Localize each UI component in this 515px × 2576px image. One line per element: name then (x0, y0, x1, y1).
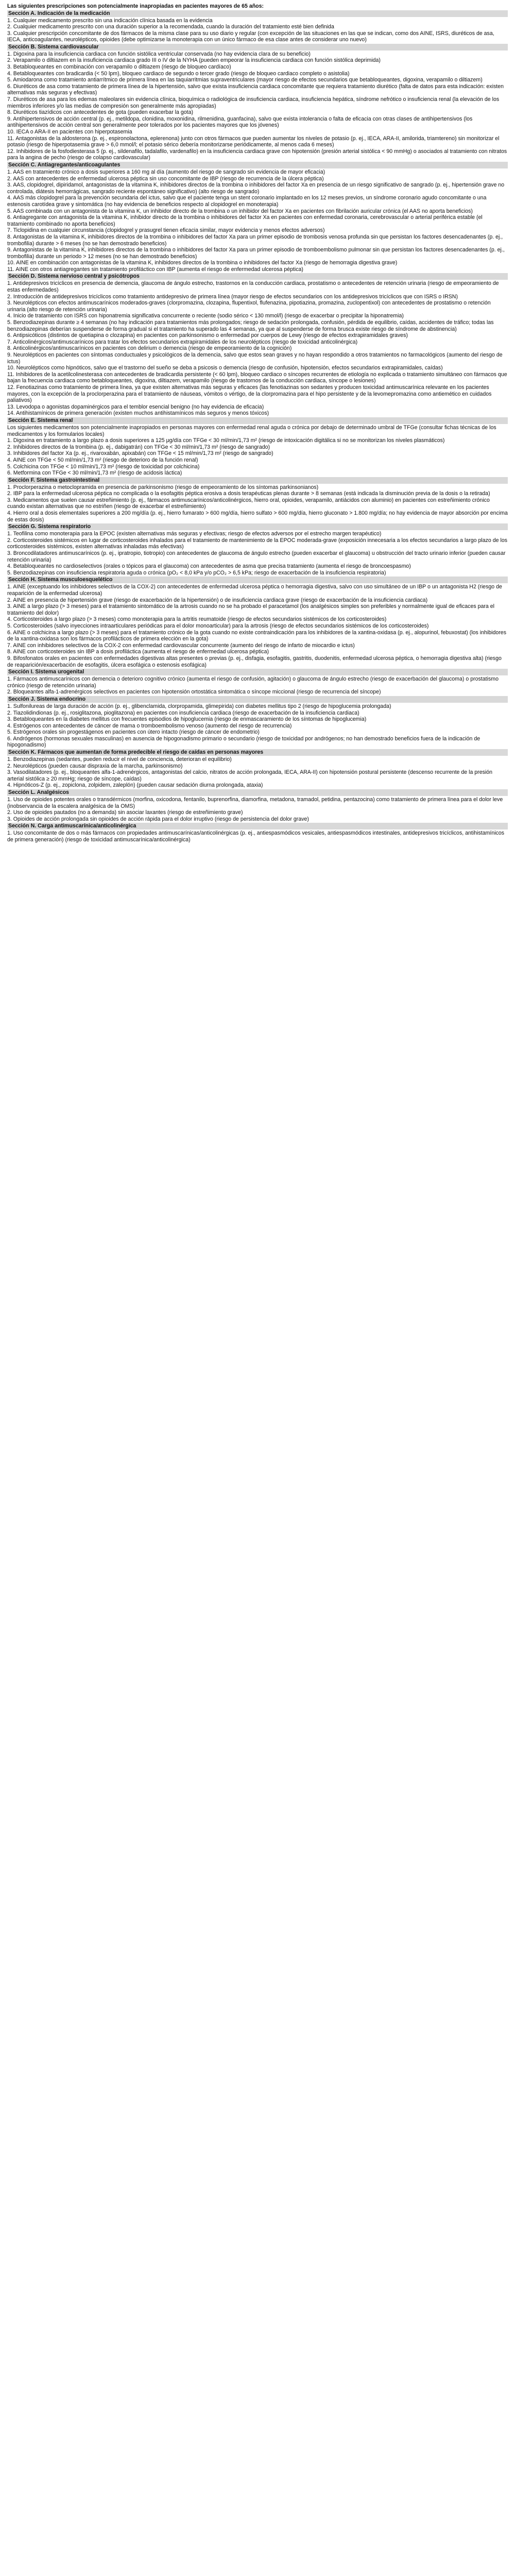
criterion-item: 9. Bifosfonatos orales en pacientes con enfermedades digestivas altas presentes o previas (p. ej., disfagia, esofagitis, gastritis, duodenitis, enfermedad ulcerosa péptica, o hemorragia digestiva alta) (riesgo de reaparición/exacerbación de esofagitis, úlcera esofágica o estenosis esofágica) (7, 655, 502, 668)
criterion-item: 9. Antagonistas de la vitamina K, inhibidores directos de la trombina o inhibidores del factor Xa para un primer episodio de tromboembolismo pulmonar sin que persistan los factores desencadenantes (p. ej., trombofilia) durante un periodo > 12 meses (no se han demostrado beneficios) (7, 247, 505, 260)
section (7, 749, 508, 789)
criterion-item: 1. AINE (exceptuando los inhibidores selectivos de la COX-2) con antecedentes de enfermedad ulcerosa péptica o hemorragia digestiva, salvo con uso simultáneo de un IBP o un antagonista H2 (riesgo de reaparición de la enfermedad ulcerosa) (7, 584, 502, 597)
criterion-item: 1. Antidepresivos tricíclicos en presencia de demencia, glaucoma de ángulo estrecho, trastornos en la conducción cardiaca, prostatismo o antecedentes de retención urinaria (riesgo de empeoramiento de estas enfermedades) (7, 280, 499, 294)
section (7, 477, 508, 523)
criterion-item: 3. Neurolépticos con efectos antimuscarínicos moderados-graves (clorpromazina, clozapina, flupentixol, flufenazina, pipotiazina, promazina, zuclopentixol) con antecedentes de prostatismo o retención urinaria (alto riesgo de retención urinaria) (7, 300, 491, 313)
criterion-item: 4. Betabloqueantes no cardioselectivos (orales o tópicos para el glaucoma) con antecedentes de asma que precisa tratamiento (aumenta el riesgo de broncoespasmo) (7, 563, 411, 570)
criterion-item: 9. Antihipertensivos de acción central (p. ej., metildopa, clonidina, moxonidina, rilmenidina, guanfacina), salvo que exista intolerancia o falta de eficacia con otras clases de antihipertensivos (los antihipertensivos de acción central son generalmente peor tolerados por los pacientes mayores que los jóvenes) (7, 115, 473, 129)
criterion-item: 8. Anticolinérgicos/antimuscarínicos en pacientes con delirium o demencia (riesgo de empeoramiento de la cognición) (7, 345, 292, 352)
criterion-item: 4. Estrógenos con antecedentes de cáncer de mama o tromboembolismo venoso (aumento del riesgo de recurrencia) (7, 722, 292, 729)
criterion-item: 3. Medicamentos que suelen causar estreñimiento (p. ej., fármacos antimuscarínicos/anticolinérgicos, hierro oral, opioides, verapamilo, antiácidos con aluminio) en pacientes con estreñimiento crónico cuando existan alternativas que no estriñen (riesgo de exacerbar el estreñimiento) (7, 497, 490, 510)
criterion-item: 2. AAS con antecedentes de enfermedad ulcerosa péptica sin uso concomitante de IBP (riesgo de recurrencia de la úlcera péptica) (7, 175, 324, 182)
criterion-item: 1. Digoxina en tratamiento a largo plazo a dosis superiores a 125 μg/día con TFGe < 30 ml/min/1,73 m² (riesgo de intoxicación digitálica si no se monitorizan los niveles plasmáticos) (7, 437, 445, 444)
criterion-item: 1. Digoxina para la insuficiencia cardiaca con función sistólica ventricular conservada (no hay evidencia clara de su beneficio) (7, 50, 311, 57)
section (7, 273, 508, 416)
criterion-item: 7. Anticolinérgicos/antimuscarínicos para tratar los efectos secundarios extrapiramidales de los neurolépticos (riesgo de toxicidad anticolinérgica) (7, 338, 358, 345)
criterion-item: 5. Colchicina con TFGe < 10 ml/min/1,73 m² (riesgo de toxicidad por colchicina) (7, 463, 200, 470)
section-title: Sección L. Analgésicos (7, 789, 508, 796)
criterion-item: 3. Opioides de acción prolongada sin opioides de acción rápida para el dolor irruptivo (riesgo de persistencia del dolor grave) (7, 816, 309, 822)
criterion-item: 3. AAS, clopidogrel, dipiridamol, antagonistas de la vitamina K, inhibidores directos de la trombina o inhibidores del factor Xa en presencia de un riesgo significativo de sangrado (p. ej., hipertensión grave no controlada, diátesis hemorrágicas, sangrado reciente espontáneo significativo) (alto riesgo de sangrado) (7, 182, 505, 195)
criterion-item: 1. Benzodiazepinas (sedantes, pueden reducir el nivel de conciencia, deterioran el equilibrio) (7, 756, 232, 763)
criterion-item: 1. Uso concomitante de dos o más fármacos con propiedades antimuscarínicas/anticolinérgicas (p. ej., antiespasmódicos vesicales, antiespasmódicos intestinales, antidepresivos tricíclicos, antihistamínicos de primera generación) (riesgo de toxicidad antimuscarínica/anticolinérgica) (7, 830, 505, 843)
criterion-item: 10. IECA o ARA-II en pacientes con hiperpotasemia (7, 129, 132, 135)
criterion-item: 5. Estrógenos orales sin progestágenos en pacientes con útero intacto (riesgo de cáncer de endometrio) (7, 729, 260, 736)
criterion-item: 2. Verapamilo o diltiazem en la insuficiencia cardiaca grado III o IV de la NYHA (pueden empeorar la insuficiencia cardiaca con función sistólica deprimida) (7, 57, 381, 64)
criterion-item: 4. Hierro oral a dosis elementales superiores a 200 mg/día (p. ej., hierro fumarato > 600 mg/día, hierro sulfato > 600 mg/día, hierro gluconato > 1.800 mg/día; no hay evidencia de mayor absorción por encima de estas dosis) (7, 510, 508, 523)
section-title: Sección F. Sistema gastrointestinal (7, 477, 508, 484)
criterion-item: 2. Inhibidores directos de la trombina (p. ej., dabigatrán) con TFGe < 30 ml/min/1,73 m² (riesgo de sangrado) (7, 444, 270, 450)
section-title: Sección H. Sistema musculoesquelético (7, 577, 508, 583)
criterion-item: 14. Antihistamínicos de primera generación (existen muchos antihistamínicos más seguros y menos tóxicos) (7, 410, 269, 417)
criterion-item: 3. Betabloqueantes en combinación con verapamilo o diltiazem (riesgo de bloqueo cardíaco) (7, 64, 231, 71)
section-title: Sección I. Sistema urogenital (7, 669, 508, 675)
criterion-item: 2. Neurolépticos (pueden causar dispraxia de la marcha, parkinsonismo) (7, 762, 183, 769)
sections-container (7, 10, 508, 843)
section-title: Sección K. Fármacos que aumentan de forma predecible el riesgo de caídas en personas mayores (7, 749, 508, 756)
section-title: Sección J. Sistema endocrino (7, 696, 508, 703)
criterion-item: 11. AINE con otros antiagregantes sin tratamiento profiláctico con IBP (aumenta el riesgo de enfermedad ulcerosa péptica) (7, 266, 303, 273)
criterion-item: 5. Amiodarona como tratamiento antiarrítmico de primera línea en las taquiarritmias supraventriculares (mayor riesgo de efectos secundarios que betabloqueantes, digoxina, verapamilo o diltiazem) (7, 77, 483, 83)
section (7, 789, 508, 822)
criterion-item: 1. Teofilina como monoterapia para la EPOC (existen alternativas más seguras y efectivas; riesgo de efectos adversos por el estrecho margen terapéutico) (7, 531, 382, 537)
criterion-item: 7. Diuréticos de asa para los edemas maleolares sin evidencia clínica, bioquímica o radiológica de insuficiencia cardiaca, insuficiencia hepática, síndrome nefrótico o insuficiencia renal (la elevación de los miembros inferiores y/o las medias de compresión son generalmente más apropiadas) (7, 96, 500, 109)
criterion-item: 3. Vasodilatadores (p. ej., bloqueantes alfa-1-adrenérgicos, antagonistas del calcio, nitratos de acción prolongada, IECA, ARA-II) con hipotensión postural persistente (descenso recurrente de la presión arterial sistólica ≥ 20 mmHg; riesgo de síncope, caídas) (7, 769, 493, 782)
criterion-item: 12. Fenotiazinas como tratamiento de primera línea, ya que existen alternativas más seguras y eficaces (las fenotiazinas son sedantes y producen toxicidad antimuscarínica relevante en los pacientes mayores, con la excepción de la proclorperazina para el tratamiento de náuseas, vómitos o vértigo, de la clorpromazina para el hipo persistente y de la levomepromazina como antiemético en cuidados paliativos) (7, 384, 492, 404)
criterion-item: 3. Inhibidores del factor Xa (p. ej., rivaroxabán, apixabán) con TFGe < 15 ml/min/1,73 m² (riesgo de sangrado) (7, 450, 273, 457)
criterion-item: 13. Levodopa o agonistas dopaminérgicos para el temblor esencial benigno (no hay evidencia de eficacia) (7, 403, 264, 410)
criterion-item: 6. Antiagregante con antagonista de la vitamina K, inhibidor directo de la trombina o inhibidores del factor Xa en pacientes con enfermedad coronaria, cerebrovascular o arterial periférica estable (el tratamiento combinado no aporta beneficios) (7, 214, 483, 227)
section (7, 10, 508, 43)
criterion-item: 2. IBP para la enfermedad ulcerosa péptica no complicada o la esofagitis péptica erosiva a dosis terapéuticas plenas durante > 8 semanas (está indicada la disminución previa de la dosis o la retirada) (7, 490, 490, 497)
criterion-item: 6. AINE o colchicina a largo plazo (> 3 meses) para el tratamiento crónico de la gota cuando no existe contraindicación para los inhibidores de la xantina-oxidasa (p. ej., alopurinol, febuxostat) (los inhibidores de la xantina-oxidasa son los fármacos profilácticos de primera elección en la gota) (7, 629, 506, 642)
section-title: Sección A. Indicación de la medicación (7, 10, 508, 17)
section-title: Sección D. Sistema nervioso central y psicótropos (7, 273, 508, 280)
criterion-item: 10. AINE en combinación con antagonistas de la vitamina K, inhibidores directos de la trombina o inhibidores del factor Xa (riesgo de hemorragia digestiva grave) (7, 260, 398, 266)
criterion-item: 3. Betabloqueantes en la diabetes mellitus con frecuentes episodios de hipoglucemia (riesgo de enmascaramiento de los síntomas de hipoglucemia) (7, 716, 367, 723)
criterion-item: Los siguientes medicamentos son potencialmente inapropiados en personas mayores con enfermedad renal aguda o crónica por debajo de determinado umbral de TFGe (consultar fichas técnicas de los medicamentos y los formularios locales) (7, 424, 496, 437)
document-intro: Las siguientes prescripciones son potencialmente inapropiadas en pacientes mayores de 65 años: (7, 3, 264, 9)
criterion-item: 12. Inhibidores de la fosfodiesterasa 5 (p. ej., sildenafilo, tadalafilo, vardenafilo) en la insuficiencia cardiaca grave con hipotensión (presión arterial sistólica < 90 mmHg) o asociados al tratamiento con nitratos para la angina de pecho (riesgo de colapso cardiovascular) (7, 148, 507, 161)
criterion-item: 4. Hipnóticos-Z (p. ej., zopiclona, zolpidem, zaleplón) (pueden causar sedación diurna prolongada, ataxia) (7, 782, 263, 789)
criterion-item: 2. Corticosteroides sistémicos en lugar de corticosteroides inhalados para el tratamiento de mantenimiento de la EPOC moderada-grave (exposición innecesaria a los efectos secundarios a largo plazo de los corticosteroides sistémicos, existen alternativas inhaladas más efectivas) (7, 537, 508, 550)
criterion-item: 7. Ticlopidina en cualquier circunstancia (clopidogrel y prasugrel tienen eficacia similar, mayor evidencia y menos efectos adversos) (7, 227, 325, 234)
criterion-item: 6. Andrógenos (hormonas sexuales masculinas) en ausencia de hipogonadismo primario o secundario (riesgo de toxicidad por andrógenos; no han demostrado beneficios fuera de la indicación de hipogonadismo) (7, 735, 480, 749)
criterion-item: 9. Neurolépticos en pacientes con síntomas conductuales y psicológicos de la demencia, salvo que estos sean graves y no hayan respondido a otros tratamientos no farmacológicos (aumento del riesgo de ictus) (7, 352, 503, 365)
section (7, 696, 508, 749)
criterion-item: 2. Tiazolidindionas (p. ej., rosiglitazona, pioglitazona) en pacientes con insuficiencia cardiaca (riesgo de exacerbación de la insuficiencia cardiaca) (7, 709, 359, 716)
criterion-item: 3. Broncodilatadores antimuscarínicos (p. ej., ipratropio, tiotropio) con antecedentes de glaucoma de ángulo estrecho (pueden exacerbar el glaucoma) u obstrucción del tracto urinario inferior (pueden causar retención urinaria) (7, 550, 506, 563)
criterion-item: 1. AAS en tratamiento crónico a dosis superiores a 160 mg al día (aumento del riesgo de sangrado sin evidencia de mayor eficacia) (7, 168, 325, 175)
section-title: Sección E. Sistema renal (7, 417, 508, 424)
section (7, 417, 508, 477)
criterion-item: 8. AINE con corticosteroides sin IBP a dosis profiláctica (aumenta el riesgo de enfermedad ulcerosa péptica) (7, 649, 269, 655)
criterion-item: 5. Corticosteroides (salvo inyecciones intraarticulares periódicas para el dolor monoarticular) para la artrosis (riesgo de efectos secundarios sistémicos de los corticosteroides) (7, 622, 429, 629)
criterion-item: 3. Cualquier prescripción concomitante de dos fármacos de la misma clase para su uso diario y regular (con excepción de las situaciones en las que se indican, como dos AINE, ISRS, diuréticos de asa, IECA, anticoagulantes, neurolépticos, opioides (debe optimizarse la monoterapia con un único fármaco de esa clase antes de considerar uno nuevo) (7, 30, 494, 43)
criterion-item: 7. AINE con inhibidores selectivos de la COX-2 con enfermedad cardiovascular concurrente (aumento del riesgo de infarto de miocardio e ictus) (7, 642, 355, 649)
document-page (0, 0, 515, 848)
criterion-item: 5. AAS combinada con un antagonista de la vitamina K, un inhibidor directo de la trombina o un inhibidor del factor Xa en pacientes con fibrilación auricular crónica (el AAS no aporta beneficios) (7, 208, 473, 214)
criterion-item: 4. AAS más clopidogrel para la prevención secundaria del ictus, salvo que el paciente tenga un stent coronario implantado en los 12 meses previos, un síndrome coronario agudo concomitante o una estenosis carotídea grave y sintomática (no hay evidencia de beneficios respecto al clopidogrel en monoterapia) (7, 195, 487, 208)
criterion-item: 6. Diuréticos de asa como tratamiento de primera línea de la hipertensión, salvo que exista insuficiencia cardiaca concomitante que requiera tratamiento diurético (falta de datos para esta indicación: existen alternativas más seguras y efectivas) (7, 83, 504, 96)
criterion-item: 2. Cualquier medicamento prescrito con una duración superior a la recomendada, cuando la duración del tratamiento esté bien definida (7, 24, 334, 30)
criterion-item: 1. Sulfonilureas de larga duración de acción (p. ej., glibenclamida, clorpropamida, glimepirida) con diabetes mellitus tipo 2 (riesgo de hipoglucemia prolongada) (7, 703, 391, 709)
criterion-item: 2. AINE en presencia de hipertensión grave (riesgo de exacerbación de la hipertensión) o de insuficiencia cardiaca grave (riesgo de exacerbación de la insuficiencia cardiaca) (7, 597, 428, 603)
section (7, 44, 508, 161)
section (7, 162, 508, 273)
section (7, 577, 508, 668)
criterion-item: 4. Corticosteroides a largo plazo (> 3 meses) como monoterapia para la artritis reumatoide (riesgo de efectos secundarios sistémicos de los corticosteroides) (7, 616, 387, 623)
criterion-item: 1. Proclorperazina o metoclopramida en presencia de parkinsonismo (riesgo de empeoramiento de los síntomas parkinsonianos) (7, 484, 319, 490)
criterion-item: 6. Antipsicóticos (distintos de quetiapina o clozapina) en pacientes con parkinsonismo o enfermedad por cuerpos de Lewy (riesgo de efectos extrapiramidales graves) (7, 332, 408, 339)
criterion-item: 8. Diuréticos tiazídicos con antecedentes de gota (pueden exacerbar la gota) (7, 109, 193, 116)
criterion-item: 8. Antagonistas de la vitamina K, inhibidores directos de la trombina o inhibidores del factor Xa para un primer episodio de trombosis venosa profunda sin que persistan los factores desencadenantes (p. ej., trombofilia) durante > 6 meses (no se han demostrado beneficios) (7, 233, 503, 247)
section-title: Sección B. Sistema cardiovascular (7, 44, 508, 50)
section (7, 523, 508, 576)
section-title: Sección N. Carga antimuscarínica/anticolinérgica (7, 823, 508, 829)
criterion-item: 11. Inhibidores de la acetilcolinesterasa con antecedentes de bradicardia persistente (< 60 lpm), bloqueo cardiaco o síncopes recurrentes de etiología no explicada o tratamiento simultáneo con fármacos que bajan la frecuencia cardiaca como betabloqueantes, digoxina, diltiazem, verapamilo (riesgo de trastornos de la conducción cardiaca, síncope o lesiones) (7, 371, 507, 384)
criterion-item: 1. Uso de opioides potentes orales o transdérmicos (morfina, oxicodona, fentanilo, buprenorfina, diamorfina, metadona, tramadol, petidina, pentazocina) como tratamiento de primera línea para el dolor leve (inobservancia de la escalera analgésica de la OMS) (7, 796, 503, 809)
section (7, 823, 508, 843)
criterion-item: 4. Betabloqueantes con bradicardia (< 50 lpm), bloqueo cardiaco de segundo o tercer grado (riesgo de bloqueo cardiaco completo o asistolia) (7, 70, 350, 77)
criterion-item: 3. AINE a largo plazo (> 3 meses) para el tratamiento sintomático de la artrosis cuando no se ha probado el paracetamol (los analgésicos simples son preferibles y normalmente igual de eficaces para el tratamiento del dolor) (7, 603, 494, 616)
criterion-item: 1. Fármacos antimuscarínicos con demencia o deterioro cognitivo crónico (aumenta el riesgo de confusión, agitación) o glaucoma de ángulo estrecho (riesgo de exacerbación del glaucoma) o prostatismo crónico (riesgo de retención urinaria) (7, 676, 499, 689)
criterion-item: 6. Metformina con TFGe < 30 ml/min/1,73 m² (riesgo de acidosis láctica) (7, 470, 182, 477)
section (7, 669, 508, 696)
criterion-item: 11. Antagonistas de la aldosterona (p. ej., espironolactona, eplerenona) junto con otros fármacos que pueden aumentar los niveles de potasio (p. ej., IECA, ARA-II, amilorida, triamtereno) sin monitorizar el potasio (riesgo de hiperpotasemia grave > 6,0 mmol/l; el potasio sérico debería monitorizarse periódicamente, al menos cada 6 meses) (7, 135, 500, 148)
criterion-item: 4. AINE con TFGe < 50 ml/min/1,73 m² (riesgo de deterioro de la función renal) (7, 456, 198, 463)
criterion-item: 5. Benzodiazepinas durante ≥ 4 semanas (no hay indicación para tratamientos más prolongados; riesgo de sedación prolongada, confusión, pérdida de equilibrio, caídas, accidentes de tráfico; todas las benzodiazepinas deberían suspenderse de forma gradual si el tratamiento ha superado las 4 semanas, ya que al suspenderse de forma brusca existe riesgo de síndrome de abstinencia) (7, 319, 494, 332)
criterion-item: 10. Neurolépticos como hipnóticos, salvo que el trastorno del sueño se deba a psicosis o demencia (riesgo de confusión, hipotensión, efectos secundarios extrapiramidales, caídas) (7, 365, 443, 371)
criterion-item: 1. Cualquier medicamento prescrito sin una indicación clínica basada en la evidencia (7, 17, 213, 24)
criterion-item: 2. Introducción de antidepresivos tricíclicos como tratamiento antidepresivo de primera línea (mayor riesgo de efectos secundarios con los antidepresivos tricíclicos que con ISRS o IRSN) (7, 293, 458, 300)
criterion-item: 2. Bloqueantes alfa-1-adrenérgicos selectivos en pacientes con hipotensión ortostática sintomática o síncope miccional (riesgo de recurrencia del síncope) (7, 689, 381, 696)
section-title: Sección C. Antiagregantes/anticoagulantes (7, 162, 508, 168)
criterion-item: 4. Inicio de tratamiento con ISRS con hiponatremia significativa concurrente o reciente (sodio sérico < 130 mmol/l) (riesgo de exacerbar o precipitar la hiponatremia) (7, 313, 404, 319)
criterion-item: 5. Benzodiazepinas con insuficiencia respiratoria aguda o crónica (pO₂ < 8,0 kPa y/o pCO₂ > 6,5 kPa; riesgo de exacerbación de la insuficiencia respiratoria) (7, 569, 386, 576)
criterion-item: 2. Uso de opioides pautados (no a demanda) sin asociar laxantes (riesgo de estreñimiento grave) (7, 809, 243, 816)
section-title: Sección G. Sistema respiratorio (7, 523, 508, 530)
